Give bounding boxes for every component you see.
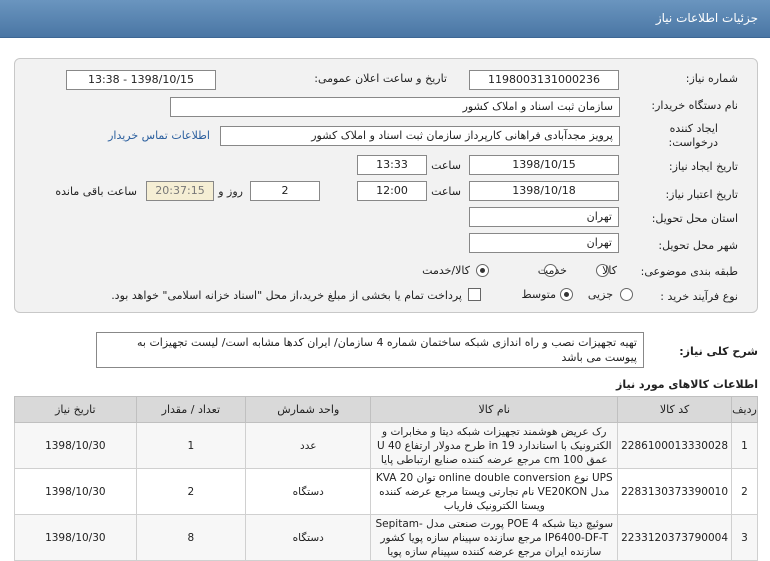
items-table-header	[15, 397, 758, 423]
table-row[interactable]	[15, 423, 758, 469]
process-radio-minor[interactable]	[620, 288, 633, 301]
row-unit: دستگاه	[246, 469, 371, 515]
category-radio-goods-service[interactable]	[476, 264, 489, 277]
category-label: طبقه بندی موضوعی:	[640, 265, 738, 278]
create-date-field: 1398/10/15	[469, 155, 619, 175]
col-unit-header: واحد شمارش	[246, 397, 371, 423]
announce-datetime-label: تاریخ و ساعت اعلان عمومی:	[314, 72, 447, 85]
process-type-label: نوع فرآیند خرید :	[660, 290, 738, 303]
buyer-org-label: نام دستگاه خریدار:	[651, 99, 738, 112]
row-unit: عدد	[246, 423, 371, 469]
page-header	[0, 0, 770, 38]
province-field: تهران	[469, 207, 619, 227]
category-option-goods: کالا	[602, 264, 617, 277]
treasury-note: پرداخت تمام یا بخشی از مبلغ خرید،از محل "اسناد خزانه اسلامی" خواهد بود.	[111, 289, 462, 302]
creator-field: پرویز مجدآبادی فراهانی کارپرداز سازمان ثبت اسناد و املاک کشور	[220, 126, 620, 146]
validity-time-label: ساعت	[431, 185, 461, 198]
row-qty: 2	[136, 469, 245, 515]
description-label: شرح کلی نیاز:	[679, 345, 758, 358]
col-index-header: ردیف	[732, 397, 758, 423]
table-row[interactable]	[15, 515, 758, 561]
treasury-checkbox[interactable]	[468, 288, 481, 301]
col-qty-header: تعداد / مقدار	[136, 397, 245, 423]
description-box: تهیه تجهیزات نصب و راه اندازی شبکه ساختمان شماره 4 سازمان/ ایران کدها مشابه است/ لیست تجهیزات به پیوست می باشد	[96, 332, 644, 368]
items-table	[14, 396, 758, 561]
row-code: 2283130373390010	[618, 469, 732, 515]
row-qty: 1	[136, 423, 245, 469]
process-option-medium: متوسط	[521, 288, 556, 301]
create-time-field: 13:33	[357, 155, 427, 175]
remaining-time-field: 20:37:15	[146, 181, 214, 201]
col-code-header: کد کالا	[618, 397, 732, 423]
col-date-header: تاریخ نیاز	[15, 397, 137, 423]
days-label: روز و	[218, 185, 243, 198]
create-time-label: ساعت	[431, 159, 461, 172]
remaining-time-label: ساعت باقی مانده	[55, 185, 137, 198]
items-section-title: اطلاعات کالاهای مورد نیاز	[616, 378, 758, 391]
buyer-org-field: سازمان ثبت اسناد و املاک کشور	[170, 97, 620, 117]
row-unit: دستگاه	[246, 515, 371, 561]
row-date: 1398/10/30	[15, 469, 137, 515]
row-index: 3	[732, 515, 758, 561]
validity-date-label: تاریخ اعتبار نیاز:	[665, 188, 738, 201]
category-option-service: خدمت	[537, 264, 567, 277]
creator-label-line1: ایجاد کننده	[669, 122, 718, 135]
validity-time-field: 12:00	[357, 181, 427, 201]
row-name: UPS نوع online double conversion توان KVA 20 مدل VE20KON نام تجارتی ویستا مرجع عرضه کننده ویستا الکترونیک فاریاب	[371, 469, 618, 515]
row-qty: 8	[136, 515, 245, 561]
row-code: 2233120373790004	[618, 515, 732, 561]
creator-label-line2: درخواست:	[668, 136, 718, 149]
row-date: 1398/10/30	[15, 423, 137, 469]
city-label: شهر محل تحویل:	[658, 239, 738, 252]
remaining-days-field: 2	[250, 181, 320, 201]
row-date: 1398/10/30	[15, 515, 137, 561]
process-option-minor: جزیی	[587, 288, 613, 301]
need-number-label: شماره نیاز:	[685, 72, 738, 85]
province-label: استان محل تحویل:	[651, 212, 738, 225]
city-field: تهران	[469, 233, 619, 253]
create-date-label: تاریخ ایجاد نیاز:	[668, 160, 738, 173]
buyer-contact-link[interactable]: اطلاعات تماس خریدار	[108, 129, 210, 142]
announce-datetime-field: 1398/10/15 - 13:38	[66, 70, 216, 90]
validity-date-field: 1398/10/18	[469, 181, 619, 201]
row-index: 2	[732, 469, 758, 515]
row-name: رک عریض هوشمند تجهیزات شبکه دیتا و مخابرات و الکترونیک با استاندارد in 19 طرح مدولار ارتفاع U 40 عمق cm 100 مرجع عرضه کننده صنایع ارتباطی پایا	[371, 423, 618, 469]
row-index: 1	[732, 423, 758, 469]
need-number-field: 1198003131000236	[469, 70, 619, 90]
row-code: 2286100013330028	[618, 423, 732, 469]
process-radio-medium[interactable]	[560, 288, 573, 301]
row-name: سوئیچ دیتا شبکه 4 POE پورت صنعتی مدل Sepitam-IP6400-DF-T مرجع سازنده سپینام سازه پویا کشور سازنده ایران مرجع عرضه کننده سپینام سازه پویا	[371, 515, 618, 561]
category-option-goods-service: کالا/خدمت	[422, 264, 470, 277]
col-name-header: نام کالا	[371, 397, 618, 423]
table-row[interactable]	[15, 469, 758, 515]
page-title: جزئیات اطلاعات نیاز	[655, 11, 758, 25]
